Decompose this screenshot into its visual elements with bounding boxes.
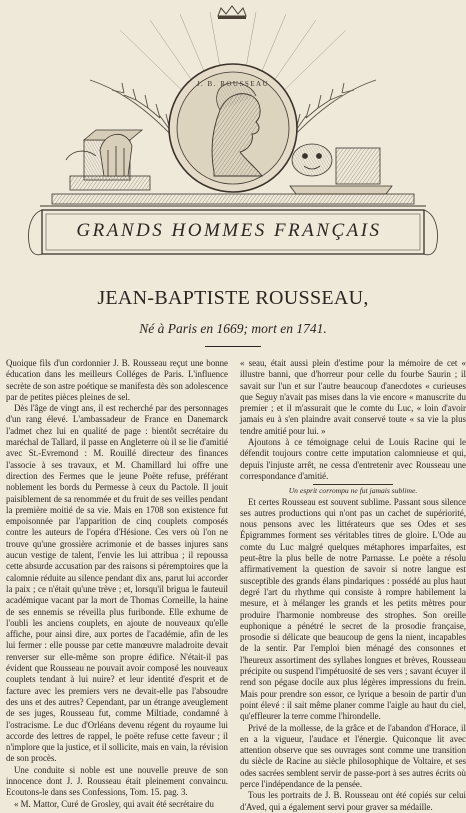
paragraph: « M. Mattor, Curé de Grosley, qui avait été secrétaire du xyxy=(14,798,214,809)
page-subtitle: Né à Paris en 1669; mort en 1741. xyxy=(139,321,327,336)
paragraph: Dès l'âge de vingt ans, il est recherché par des personnages d'un rang élevé. L'ambassadeur de France en Danemarck l'admet chez lui en qualité de page : bientôt secrétaire du maréchal de Tallard, il passe en Angleterre où il se lie d'amitié avec St.-Evremond : M. Rouillé directeur des finances l'associe à ses travaux, et M. Chamillard lui offre une direction des Fermes que le jeune Poëte refuse, préférant noblement les bords du Permesse à ceux du Pactole. Il jouit paisiblement de sa renommée et du fruit de ses veilles pendant la première moitié de sa vie. Mais en 1708 son existence fut empoisonnée par l'apparition de cinq couplets composés contre les auteurs de l'opéra d'Hésione. Ces vers où l'on ne trouve qu'une grossière acrimonie et de basses injures sans aucun vestige de talent, l'envie les lui attribua ; il repoussa cette absurde accusation par des raisons si péremptoires que la calomnie réduite au silence pendant dix ans, parut lui accorder la paix ; ce n'était qu'une trève ; et, lorsqu'il brigua le fauteuil académique vacant par la mort de Thomas Corneille, la haine de ses ennemis se réveilla plus furibonde. Elle exhume de l'oubli les anciens couplets, en ajoute de nouveaux qu'elle affiche, pour ainsi dire, aux portes de l'académie, afin de les lui fermer : elle pousse par cette manœuvre maladroite devait renverser sur elle-même son propre édifice. N'était-il pas évident que Rousseau ne pouvait avoir composé les nouveaux couplets tendant à lui nuire? et leur identité d'esprit et de facture avec les premiers vers ne devait-elle pas l'absoudre des uns et des autres? Cependant, par un étrange aveuglement de ses juges, Rousseau fut, comme Miltiade, condamné à l'ostracisme. Le duc d'Orléans devenu régent du royaume lui accorde des lettres de rappel, le poëte refuse cette faveur ; il n'implore que la justice, et il sollicite, mais en vain, la révision de son procès. xyxy=(6,403,228,764)
paragraph: Quoique fils d'un cordonnier J. B. Rousseau reçut une bonne éducation dans les meilleurs Colléges de Paris. L'influence secrète de son astre poétique se manifesta dès son adolescence par de petites pièces pleines de sel. xyxy=(6,358,228,402)
books-and-lyre-left xyxy=(66,130,150,190)
paragraph: Tous les portraits de J. B. Rousseau ont été copiés sur celui d'Aved, qui a également servi pour graver sa médaille. xyxy=(240,790,466,812)
theatre-masks-right xyxy=(290,144,392,194)
banner-title: GRANDS HOMMES FRANÇAIS xyxy=(76,220,382,241)
right-column xyxy=(240,358,466,813)
banner xyxy=(42,210,416,252)
title-divider xyxy=(205,346,261,347)
paragraph: Ajoutons à ce témoignage celui de Louis Racine qui le défendit toujours contre cette imputation calomnieuse et qui, depuis l'injuste arrêt, ne cessa d'entretenir avec Rousseau une correspondance d'amitié. xyxy=(240,437,466,481)
paragraph: Une conduite si noble est une nouvelle preuve de son innocence dont J. J. Rousseau était pleinement convaincu. Ecoutons-le dans ses Confessions, Tom. 15. pag. 3. xyxy=(6,764,228,798)
paragraph: Privé de la mollesse, de la grâce et de l'abandon d'Horace, il en a la vigueur, l'audace et l'énergie. Quiconque lit avec attention observe que ses ouvrages sont comme une transition du siècle de Racine au siècle philosophique de Voltaire, et ses odes sacrées semblent servir de passe-port à ses autres écrits où perce l'indépendance de la pensée. xyxy=(240,722,466,789)
pedestal-base xyxy=(40,194,426,206)
epigraph: Un esprit corrompu ne fut jamais sublime. xyxy=(288,486,418,496)
page-title: JEAN-BAPTISTE ROUSSEAU, xyxy=(97,287,369,309)
crown-icon xyxy=(218,6,246,19)
paragraph: Et certes Rousseau est souvent sublime. Passant sous silence ses autres productions qui n'ont pas un cachet de supériorité, nous pensons avec les littérateurs que ses Odes et ses Épigrammes forment ses véritables titres de gloire. L'Ode au comte du Luc malgré quelques métaphores imparfaites, est peut-être la plus belle de notre Parnasse. Le poète a résolu affirmativement la question de savoir si notre langue est susceptible des grands élans pindariques : possédé au plus haut degré l'art du rhythme qui consiste à rompre habilement la mesure, et à mélanger les grands et les petits mètres pour produire l'harmonie nombreuse des strophes. Son oreille euphonique a pénétré le secret de la prosodie française, prosodie si délicate que beaucoup de gens la nient, incapables de la sentir. Par l'emploi bien ménagé des consonnes et l'heureux assortiment des syllabes longues et brèves, Rousseau précipite ou suspend l'impétuosité de ses vers ; savant écuyer il rend son pégase docile aux plus légères impressions du frein. Mais pour prendre son essor, ce lyrique a besoin de partir d'un point élevé : il sait même planer comme l'aigle au haut du ciel, qu'effleurer la terre comme l'hirondelle. xyxy=(240,496,466,722)
medallion-inscription: J. B. ROUSSEAU xyxy=(196,80,270,88)
quotation: « seau, était aussi plein d'estime pour la mémoire de cet « illustre banni, que d'horreur pour celle du fourbe Saurin ; il savait sur l'un et sur l'autre beaucoup d'anecdotes « curieuses que Seguy n'avait pas mises dans la vie encore « manuscrite du premier ; et il m'assurait que le comte du Luc, « loin d'avoir jamais eu à s'en plaindre avait conservé toute « sa vie la plus tendre amitié pour lui. » xyxy=(240,358,466,436)
left-column xyxy=(6,358,228,810)
